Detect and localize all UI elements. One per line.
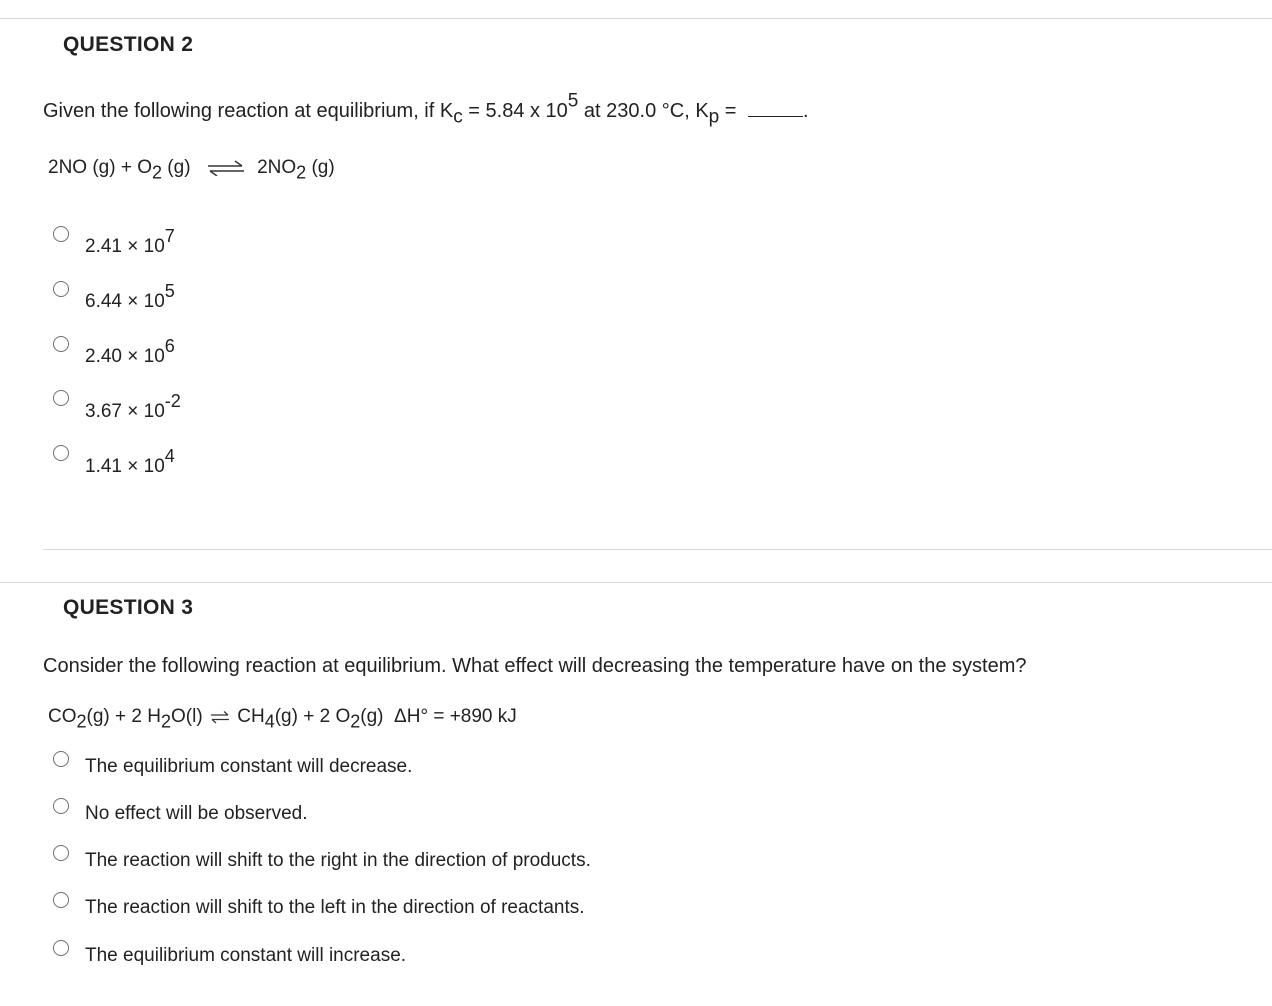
question-2-equation [48,157,335,183]
q2-option-5-radio[interactable] [53,445,69,461]
q2-option-3-radio[interactable] [53,336,69,352]
equation-subscript: 2 [350,711,361,732]
question-3-prompt: Consider the following reaction at equilibrium. What effect will decreasing the temperature have on the system? [43,655,1027,677]
option-value: 2.41 × 10 [85,236,165,257]
q3-option-3-radio[interactable] [53,845,69,861]
prompt-text: = [719,100,743,122]
kc-subscript: c [453,106,463,128]
question-2-prompt [43,90,809,128]
equation-subscript: 2 [76,711,87,732]
equation-text: 2NO [257,157,297,178]
q2-option-2-radio[interactable] [53,281,69,297]
option-value: 3.67 × 10 [85,401,165,422]
equation-text: (g) [162,157,191,178]
q3-option-1-label[interactable]: The equilibrium constant will decrease. [85,756,413,777]
q3-top-divider [0,582,1272,583]
equation-subscript: 2 [152,162,163,183]
q2-option-2-label[interactable] [85,281,175,313]
prompt-text: at 230.0 °C, K [578,100,709,122]
q2-option-5-label[interactable] [85,446,175,478]
kc-exponent: 5 [567,90,579,112]
equation-subscript: 4 [264,711,275,732]
question-3-title: QUESTION 3 [63,596,194,619]
equation-text: (g) + 2 H [86,706,161,727]
q2-option-4-radio[interactable] [53,390,69,406]
option-exponent: 4 [164,446,175,467]
q3-option-2-radio[interactable] [53,798,69,814]
equation-text: (g) ΔH° = +890 kJ [360,706,517,727]
equilibrium-arrow-icon [209,710,231,724]
q3-option-2-label[interactable]: No effect will be observed. [85,803,308,824]
prompt-text: . [803,100,809,122]
question-2-title: QUESTION 2 [63,33,194,56]
answer-blank [748,102,803,117]
prompt-text: Given the following reaction at equilibrium, if K [43,100,454,122]
option-value: 6.44 × 10 [85,291,165,312]
equation-subscript: 2 [160,711,172,732]
q3-option-4-label[interactable]: The reaction will shift to the left in the direction of reactants. [85,897,585,918]
option-exponent: 5 [164,281,175,302]
equation-text: CH [231,706,265,727]
q3-option-5-label[interactable]: The equilibrium constant will increase. [85,945,407,966]
equation-text: (g) + 2 O [274,706,351,727]
q3-option-5-radio[interactable] [53,940,69,956]
question-3-equation [48,706,517,732]
equation-text: O(l) [171,706,208,727]
q3-option-1-radio[interactable] [53,751,69,767]
q2-option-1-radio[interactable] [53,226,69,242]
top-divider [0,18,1272,19]
q2-option-1-label[interactable] [85,226,175,258]
equation-text: CO [48,706,77,727]
q3-option-4-radio[interactable] [53,892,69,908]
kp-subscript: p [708,106,720,128]
option-value: 2.40 × 10 [85,346,165,367]
prompt-text: = 5.84 x 10 [462,100,568,122]
option-exponent: 6 [164,336,175,357]
q2-option-4-label[interactable] [85,391,181,423]
equation-subscript: 2 [296,162,307,183]
equilibrium-arrow-icon [204,160,248,176]
q2-bottom-divider [43,549,1272,550]
equation-text: (g) [306,157,335,178]
option-value: 1.41 × 10 [85,456,165,477]
option-exponent: -2 [164,391,181,412]
option-exponent: 7 [164,226,175,247]
q2-option-3-label[interactable] [85,336,175,368]
equation-text: 2NO (g) + O [48,157,152,178]
q3-option-3-label[interactable]: The reaction will shift to the right in the direction of products. [85,850,591,871]
